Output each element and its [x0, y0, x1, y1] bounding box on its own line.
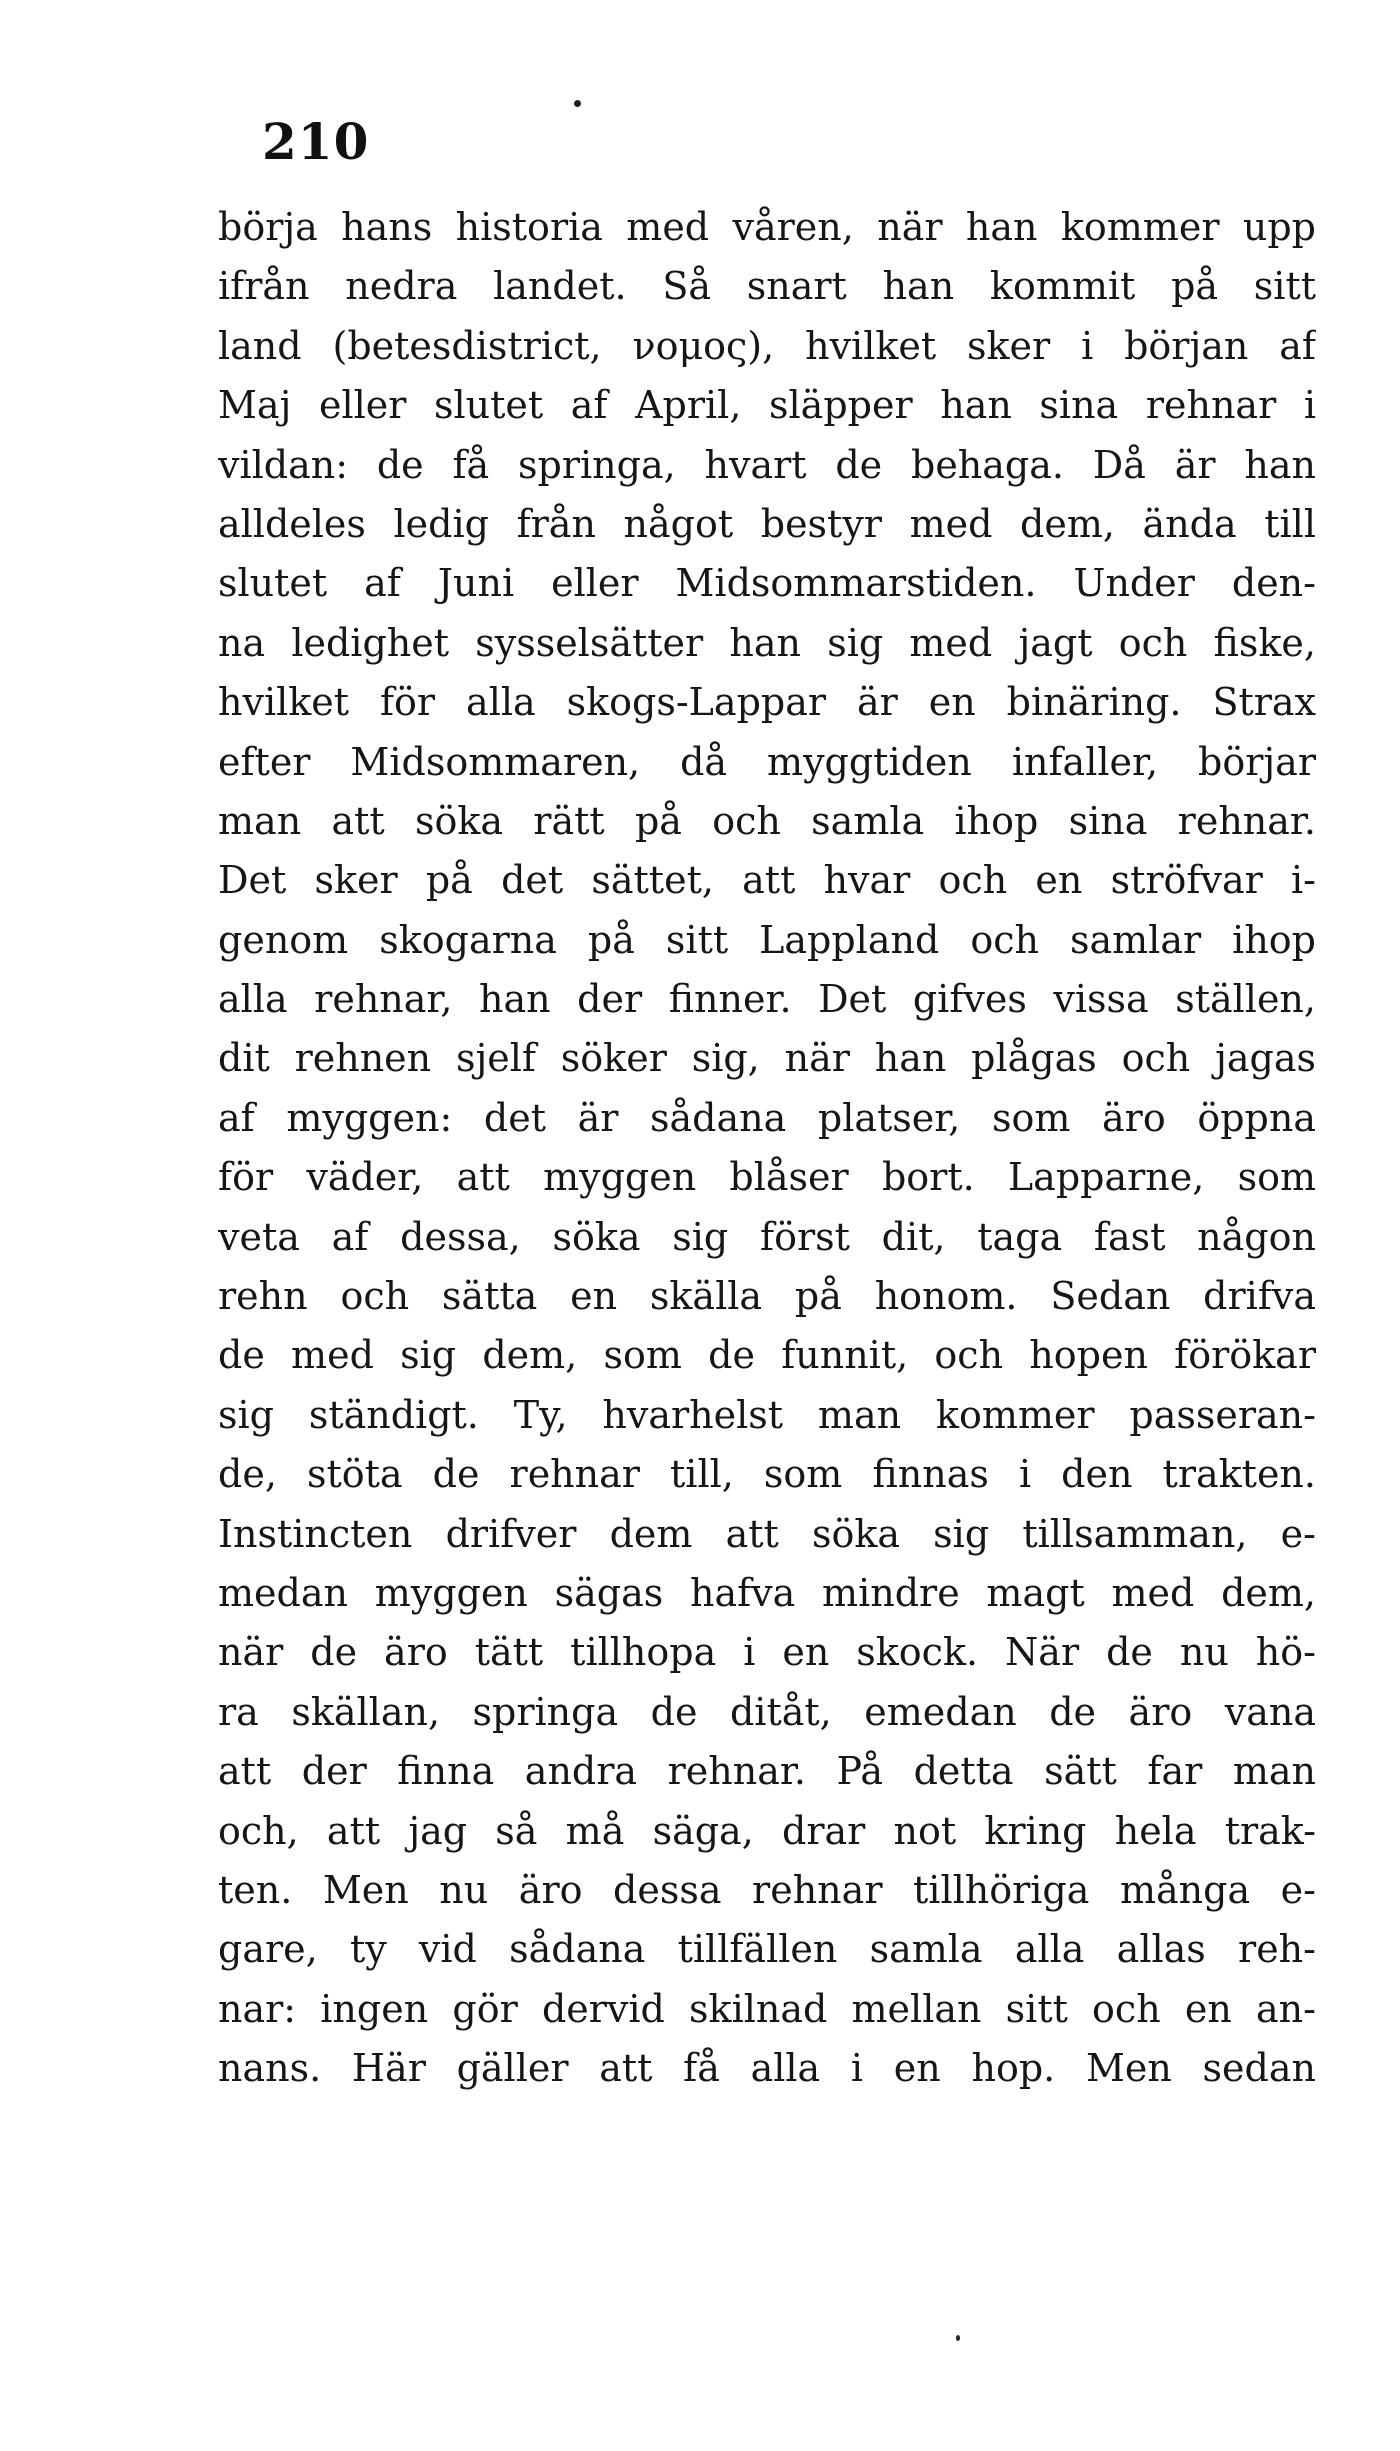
text-line: ten. Men nu äro dessa rehnar tillhöriga många e- [218, 1867, 1316, 1912]
text-line: nar: ingen gör dervid skilnad mellan sitt och en an- [218, 1986, 1316, 2031]
ink-speck [956, 2335, 960, 2341]
text-line: ifrån nedra landet. Så snart han kommit på sitt [218, 264, 1316, 309]
text-line: Maj eller slutet af April, släpper han sina rehnar i [218, 383, 1316, 428]
text-line: och, att jag så må säga, drar not kring hela trak- [218, 1808, 1316, 1853]
text-line: ra skällan, springa de ditåt, emedan de äro vana [218, 1689, 1316, 1734]
text-line: när de äro tätt tillhopa i en skock. När de nu hö- [218, 1630, 1316, 1675]
text-line: att der finna andra rehnar. På detta sätt far man [218, 1749, 1316, 1794]
text-line: alldeles ledig från något bestyr med dem, ända till [218, 501, 1316, 546]
text-line: af myggen: det är sådana platser, som äro öppna [218, 1095, 1316, 1140]
ink-speck [574, 100, 581, 107]
text-line: dit rehnen sjelf söker sig, när han plågas och jagas [218, 1036, 1316, 1081]
text-line: slutet af Juni eller Midsommarstiden. Under den- [218, 561, 1316, 606]
text-line: veta af dessa, söka sig först dit, taga fast någon [218, 1214, 1316, 1259]
text-line: nans. Här gäller att få alla i en hop. Men sedan [218, 2046, 1316, 2091]
text-line: land (betesdistrict, νομος), hvilket sker i början af [218, 323, 1316, 368]
text-line: Det sker på det sättet, att hvar och en ströfvar i- [218, 858, 1316, 903]
text-line: genom skogarna på sitt Lappland och samlar ihop [218, 917, 1316, 962]
text-line: efter Midsommaren, då myggtiden infaller, börjar [218, 739, 1316, 784]
text-line: de, stöta de rehnar till, som finnas i den trakten. [218, 1452, 1316, 1497]
text-line: man att söka rätt på och samla ihop sina rehnar. [218, 798, 1316, 843]
text-line: na ledighet sysselsätter han sig med jagt och fiske, [218, 620, 1316, 665]
text-line: rehn och sätta en skälla på honom. Sedan drifva [218, 1274, 1316, 1319]
page-number: 210 [262, 112, 370, 171]
body-text [218, 198, 1316, 2099]
text-line: för väder, att myggen blåser bort. Lapparne, som [218, 1155, 1316, 1200]
text-line: gare, ty vid sådana tillfällen samla alla allas reh- [218, 1927, 1316, 1972]
text-line: medan myggen sägas hafva mindre magt med dem, [218, 1570, 1316, 1615]
text-line: sig ständigt. Ty, hvarhelst man kommer passeran- [218, 1392, 1316, 1437]
text-line: alla rehnar, han der finner. Det gifves vissa ställen, [218, 977, 1316, 1022]
text-line: vildan: de få springa, hvart de behaga. Då är han [218, 442, 1316, 487]
text-line: de med sig dem, som de funnit, och hopen förökar [218, 1333, 1316, 1378]
text-line: Instincten drifver dem att söka sig tillsamman, e- [218, 1511, 1316, 1556]
text-line: hvilket för alla skogs-Lappar är en binäring. Strax [218, 680, 1316, 725]
text-line: börja hans historia med våren, när han kommer upp [218, 205, 1316, 249]
